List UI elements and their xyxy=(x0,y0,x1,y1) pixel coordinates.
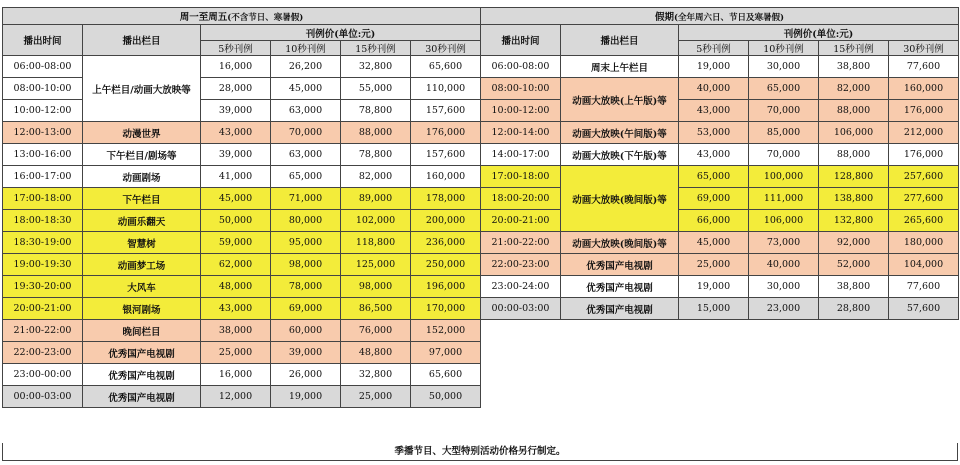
program-cell: 动画大放映(午间版)等 xyxy=(561,122,679,144)
header-30s: 30秒刊例 xyxy=(411,41,481,56)
price-15s-cell: 125,000 xyxy=(341,254,411,276)
price-5s-cell: 43,000 xyxy=(201,298,271,320)
table-row xyxy=(3,342,481,364)
program-cell: 动画大放映(下午版)等 xyxy=(561,144,679,166)
price-15s-cell: 38,800 xyxy=(819,276,889,298)
price-30s-cell: 97,000 xyxy=(411,342,481,364)
table-row xyxy=(481,232,959,254)
price-30s-cell: 250,000 xyxy=(411,254,481,276)
header-program: 播出栏目 xyxy=(83,25,201,56)
price-5s-cell: 16,000 xyxy=(201,56,271,78)
price-5s-cell: 25,000 xyxy=(679,254,749,276)
holiday-rate-table xyxy=(480,7,959,320)
price-10s-cell: 85,000 xyxy=(749,122,819,144)
price-30s-cell: 104,000 xyxy=(889,254,959,276)
price-10s-cell: 106,000 xyxy=(749,210,819,232)
price-30s-cell: 160,000 xyxy=(411,166,481,188)
time-cell: 16:00-17:00 xyxy=(3,166,83,188)
price-5s-cell: 25,000 xyxy=(201,342,271,364)
price-5s-cell: 59,000 xyxy=(201,232,271,254)
table-row xyxy=(3,232,481,254)
program-cell: 大风车 xyxy=(83,276,201,298)
time-cell: 23:00-00:00 xyxy=(3,364,83,386)
price-10s-cell: 100,000 xyxy=(749,166,819,188)
header-time: 播出时间 xyxy=(3,25,83,56)
table-row xyxy=(3,364,481,386)
price-10s-cell: 95,000 xyxy=(271,232,341,254)
price-5s-cell: 50,000 xyxy=(201,210,271,232)
header-price-group: 刊例价(单位:元) xyxy=(679,25,959,41)
weekday-rows xyxy=(3,56,481,408)
price-15s-cell: 48,800 xyxy=(341,342,411,364)
header-15s: 15秒刊例 xyxy=(341,41,411,56)
price-5s-cell: 41,000 xyxy=(201,166,271,188)
price-5s-cell: 43,000 xyxy=(201,122,271,144)
time-cell: 06:00-08:00 xyxy=(481,56,561,78)
price-5s-cell: 66,000 xyxy=(679,210,749,232)
price-5s-cell: 16,000 xyxy=(201,364,271,386)
price-30s-cell: 196,000 xyxy=(411,276,481,298)
price-5s-cell: 45,000 xyxy=(201,188,271,210)
holiday-title-note: (全年周六日、节日及寒暑假) xyxy=(674,13,785,23)
header-5s: 5秒刊例 xyxy=(201,41,271,56)
price-15s-cell: 25,000 xyxy=(341,386,411,408)
price-30s-cell: 257,600 xyxy=(889,166,959,188)
time-cell: 06:00-08:00 xyxy=(3,56,83,78)
table-row xyxy=(481,100,959,122)
header-30s: 30秒刊例 xyxy=(889,41,959,56)
price-5s-cell: 43,000 xyxy=(679,144,749,166)
price-5s-cell: 43,000 xyxy=(679,100,749,122)
price-10s-cell: 65,000 xyxy=(271,166,341,188)
price-30s-cell: 178,000 xyxy=(411,188,481,210)
time-cell: 08:00-10:00 xyxy=(3,78,83,100)
time-cell: 17:00-18:00 xyxy=(481,166,561,188)
table-row xyxy=(481,254,959,276)
table-row xyxy=(3,122,481,144)
time-cell: 21:00-22:00 xyxy=(481,232,561,254)
price-30s-cell: 277,600 xyxy=(889,188,959,210)
time-cell: 22:00-23:00 xyxy=(3,342,83,364)
time-cell: 00:00-03:00 xyxy=(3,386,83,408)
price-10s-cell: 111,000 xyxy=(749,188,819,210)
table-row xyxy=(3,166,481,188)
price-30s-cell: 157,600 xyxy=(411,100,481,122)
price-15s-cell: 88,000 xyxy=(819,144,889,166)
weekday-title: 周一至周五 xyxy=(179,12,228,23)
price-5s-cell: 40,000 xyxy=(679,78,749,100)
price-30s-cell: 212,000 xyxy=(889,122,959,144)
price-30s-cell: 176,000 xyxy=(411,122,481,144)
price-15s-cell: 86,500 xyxy=(341,298,411,320)
price-15s-cell: 138,800 xyxy=(819,188,889,210)
program-cell: 下午栏目 xyxy=(83,188,201,210)
program-cell: 优秀国产电视剧 xyxy=(83,386,201,408)
time-cell: 19:30-20:00 xyxy=(3,276,83,298)
price-10s-cell: 63,000 xyxy=(271,100,341,122)
price-30s-cell: 65,600 xyxy=(411,364,481,386)
table-row xyxy=(481,276,959,298)
price-30s-cell: 236,000 xyxy=(411,232,481,254)
program-cell: 银河剧场 xyxy=(83,298,201,320)
price-10s-cell: 73,000 xyxy=(749,232,819,254)
price-15s-cell: 76,000 xyxy=(341,320,411,342)
program-cell: 动画梦工场 xyxy=(83,254,201,276)
top-strip xyxy=(0,0,960,7)
time-cell: 12:00-14:00 xyxy=(481,122,561,144)
price-5s-cell: 45,000 xyxy=(679,232,749,254)
time-cell: 18:00-20:00 xyxy=(481,188,561,210)
price-10s-cell: 19,000 xyxy=(271,386,341,408)
program-cell: 动画剧场 xyxy=(83,166,201,188)
price-5s-cell: 62,000 xyxy=(201,254,271,276)
price-5s-cell: 48,000 xyxy=(201,276,271,298)
program-cell: 优秀国产电视剧 xyxy=(561,298,679,320)
table-row xyxy=(3,78,481,100)
price-10s-cell: 70,000 xyxy=(749,100,819,122)
table-row xyxy=(3,56,481,78)
price-15s-cell: 52,000 xyxy=(819,254,889,276)
time-cell: 13:00-16:00 xyxy=(3,144,83,166)
price-15s-cell: 132,800 xyxy=(819,210,889,232)
price-10s-cell: 30,000 xyxy=(749,276,819,298)
table-row xyxy=(3,386,481,408)
price-15s-cell: 88,000 xyxy=(341,122,411,144)
price-10s-cell: 70,000 xyxy=(271,122,341,144)
holiday-rows xyxy=(481,56,959,320)
program-cell: 优秀国产电视剧 xyxy=(83,364,201,386)
header-price-group: 刊例价(单位:元) xyxy=(201,25,481,41)
price-30s-cell: 77,600 xyxy=(889,56,959,78)
header-10s: 10秒刊例 xyxy=(271,41,341,56)
price-15s-cell: 102,000 xyxy=(341,210,411,232)
price-15s-cell: 38,800 xyxy=(819,56,889,78)
price-30s-cell: 65,600 xyxy=(411,56,481,78)
time-cell: 00:00-03:00 xyxy=(481,298,561,320)
price-10s-cell: 69,000 xyxy=(271,298,341,320)
table-row xyxy=(481,210,959,232)
program-cell: 动漫世界 xyxy=(83,122,201,144)
price-15s-cell: 55,000 xyxy=(341,78,411,100)
price-30s-cell: 170,000 xyxy=(411,298,481,320)
header-time: 播出时间 xyxy=(481,25,561,56)
holiday-title: 假期 xyxy=(654,12,674,23)
price-30s-cell: 110,000 xyxy=(411,78,481,100)
price-15s-cell: 82,000 xyxy=(341,166,411,188)
price-15s-cell: 28,800 xyxy=(819,298,889,320)
price-5s-cell: 12,000 xyxy=(201,386,271,408)
price-15s-cell: 32,800 xyxy=(341,56,411,78)
table-row xyxy=(3,298,481,320)
table-row xyxy=(481,298,959,320)
program-cell: 优秀国产电视剧 xyxy=(561,254,679,276)
time-cell: 18:30-19:00 xyxy=(3,232,83,254)
weekday-title-cell xyxy=(3,8,481,25)
program-cell: 动画乐翻天 xyxy=(83,210,201,232)
price-10s-cell: 60,000 xyxy=(271,320,341,342)
price-15s-cell: 32,800 xyxy=(341,364,411,386)
price-15s-cell: 88,000 xyxy=(819,100,889,122)
price-10s-cell: 40,000 xyxy=(749,254,819,276)
program-cell: 优秀国产电视剧 xyxy=(561,276,679,298)
time-cell: 22:00-23:00 xyxy=(481,254,561,276)
price-30s-cell: 176,000 xyxy=(889,100,959,122)
price-30s-cell: 200,000 xyxy=(411,210,481,232)
price-15s-cell: 128,800 xyxy=(819,166,889,188)
table-row xyxy=(3,210,481,232)
price-10s-cell: 30,000 xyxy=(749,56,819,78)
table-row xyxy=(3,320,481,342)
price-10s-cell: 70,000 xyxy=(749,144,819,166)
price-15s-cell: 98,000 xyxy=(341,276,411,298)
program-cell: 动画大放映(晚间版)等 xyxy=(561,166,679,232)
price-10s-cell: 23,000 xyxy=(749,298,819,320)
program-cell: 动画大放映(上午版)等 xyxy=(561,78,679,122)
time-cell: 14:00-17:00 xyxy=(481,144,561,166)
table-row xyxy=(481,144,959,166)
price-5s-cell: 19,000 xyxy=(679,276,749,298)
program-cell: 优秀国产电视剧 xyxy=(83,342,201,364)
table-row xyxy=(3,100,481,122)
program-cell: 上午栏目/动画大放映等 xyxy=(83,56,201,122)
price-10s-cell: 80,000 xyxy=(271,210,341,232)
price-30s-cell: 152,000 xyxy=(411,320,481,342)
price-5s-cell: 65,000 xyxy=(679,166,749,188)
price-5s-cell: 39,000 xyxy=(201,144,271,166)
program-cell: 晚间栏目 xyxy=(83,320,201,342)
time-cell: 20:00-21:00 xyxy=(481,210,561,232)
weekday-rate-table xyxy=(2,7,481,408)
time-cell: 23:00-24:00 xyxy=(481,276,561,298)
price-10s-cell: 98,000 xyxy=(271,254,341,276)
program-cell: 动画大放映(晚间版)等 xyxy=(561,232,679,254)
price-5s-cell: 38,000 xyxy=(201,320,271,342)
price-15s-cell: 82,000 xyxy=(819,78,889,100)
price-10s-cell: 78,000 xyxy=(271,276,341,298)
header-10s: 10秒刊例 xyxy=(749,41,819,56)
price-5s-cell: 53,000 xyxy=(679,122,749,144)
price-15s-cell: 118,800 xyxy=(341,232,411,254)
price-10s-cell: 26,200 xyxy=(271,56,341,78)
table-row xyxy=(481,56,959,78)
price-30s-cell: 57,600 xyxy=(889,298,959,320)
time-cell: 19:00-19:30 xyxy=(3,254,83,276)
time-cell: 10:00-12:00 xyxy=(3,100,83,122)
price-15s-cell: 78,800 xyxy=(341,100,411,122)
price-10s-cell: 26,000 xyxy=(271,364,341,386)
footer-note: 季播节目、大型特别活动价格另行制定。 xyxy=(2,443,958,461)
table-row xyxy=(481,166,959,188)
time-cell: 10:00-12:00 xyxy=(481,100,561,122)
header-15s: 15秒刊例 xyxy=(819,41,889,56)
price-5s-cell: 39,000 xyxy=(201,100,271,122)
price-15s-cell: 106,000 xyxy=(819,122,889,144)
table-row xyxy=(3,144,481,166)
time-cell: 08:00-10:00 xyxy=(481,78,561,100)
program-cell: 下午栏目/剧场等 xyxy=(83,144,201,166)
table-row xyxy=(3,254,481,276)
price-30s-cell: 157,600 xyxy=(411,144,481,166)
time-cell: 21:00-22:00 xyxy=(3,320,83,342)
table-row xyxy=(481,78,959,100)
price-30s-cell: 77,600 xyxy=(889,276,959,298)
price-30s-cell: 176,000 xyxy=(889,144,959,166)
price-30s-cell: 160,000 xyxy=(889,78,959,100)
table-row xyxy=(3,188,481,210)
time-cell: 18:00-18:30 xyxy=(3,210,83,232)
time-cell: 20:00-21:00 xyxy=(3,298,83,320)
price-5s-cell: 19,000 xyxy=(679,56,749,78)
price-30s-cell: 180,000 xyxy=(889,232,959,254)
time-cell: 17:00-18:00 xyxy=(3,188,83,210)
price-10s-cell: 71,000 xyxy=(271,188,341,210)
price-10s-cell: 63,000 xyxy=(271,144,341,166)
time-cell: 12:00-13:00 xyxy=(3,122,83,144)
holiday-title-cell xyxy=(481,8,959,25)
weekday-title-note: (不含节日、寒暑假) xyxy=(227,13,304,23)
price-5s-cell: 28,000 xyxy=(201,78,271,100)
price-30s-cell: 50,000 xyxy=(411,386,481,408)
program-cell: 智慧树 xyxy=(83,232,201,254)
price-30s-cell: 265,600 xyxy=(889,210,959,232)
table-row xyxy=(3,276,481,298)
price-10s-cell: 39,000 xyxy=(271,342,341,364)
price-10s-cell: 65,000 xyxy=(749,78,819,100)
price-15s-cell: 92,000 xyxy=(819,232,889,254)
header-5s: 5秒刊例 xyxy=(679,41,749,56)
header-program: 播出栏目 xyxy=(561,25,679,56)
program-cell: 周末上午栏目 xyxy=(561,56,679,78)
price-15s-cell: 89,000 xyxy=(341,188,411,210)
price-15s-cell: 78,800 xyxy=(341,144,411,166)
price-5s-cell: 15,000 xyxy=(679,298,749,320)
price-10s-cell: 45,000 xyxy=(271,78,341,100)
price-5s-cell: 69,000 xyxy=(679,188,749,210)
